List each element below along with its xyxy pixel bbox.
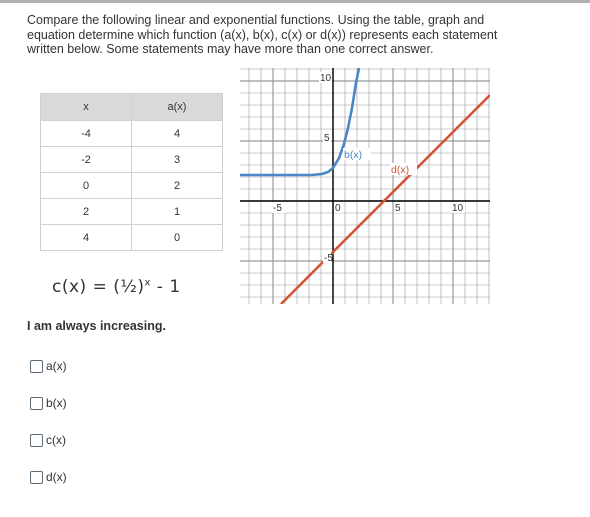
table-row [41,147,223,173]
equation-exponent: x [144,277,151,289]
table-row [41,199,223,225]
curve-label-d: d(x) [391,164,410,176]
option-label-c: c(x) [46,433,66,447]
grid-lines [240,68,490,304]
option-b[interactable] [30,395,67,411]
top-divider [0,0,590,3]
x-tick-label-5: 5 [395,203,401,214]
table-cell: 2 [41,199,132,225]
x-tick-label-neg5: -5 [273,203,282,214]
checkbox-a[interactable] [30,360,43,373]
equation-suffix: - 1 [150,277,181,297]
table-cell: 0 [132,225,223,251]
y-tick-label-neg5: -5 [324,253,333,264]
table-cell: 4 [132,121,223,147]
option-label-d: d(x) [46,470,67,484]
checkbox-d[interactable] [30,471,43,484]
table-row [41,121,223,147]
y-tick-label-10: 10 [320,73,332,84]
y-tick-label-5: 5 [324,133,330,144]
option-d[interactable] [30,469,67,485]
table-cell: 4 [41,225,132,251]
statement-text: I am always increasing. [27,319,166,333]
curve-label-b: b(x) [344,149,363,161]
table-row [41,225,223,251]
table-cell: -4 [41,121,132,147]
line-d [281,95,490,304]
table-header-row [41,94,223,121]
x-tick-label-10: 10 [452,203,464,214]
equation-cx [52,277,181,297]
curve-b [240,68,359,175]
option-label-b: b(x) [46,396,67,410]
table-cell: 0 [41,173,132,199]
table-cell: 2 [132,173,223,199]
column-header-ax: a(x) [132,94,223,121]
column-header-x: x [41,94,132,121]
table-cell: -2 [41,147,132,173]
checkbox-b[interactable] [30,397,43,410]
equation-prefix: c(x) = (½) [52,277,145,297]
x-tick-label-0: 0 [335,203,341,214]
table-cell: 1 [132,199,223,225]
table-cell: 3 [132,147,223,173]
function-graph [240,68,490,304]
option-a[interactable] [30,358,67,374]
table-row [41,173,223,199]
question-instructions: Compare the following linear and exponential functions. Using the table, graph and equation determine which function (a(x), b(x), c(x) or d(x)) represents each statement written below. Some statements may have more than one correct answer. [27,13,498,56]
option-label-a: a(x) [46,359,67,373]
option-c[interactable] [30,432,66,448]
function-table [40,93,223,251]
checkbox-c[interactable] [30,434,43,447]
